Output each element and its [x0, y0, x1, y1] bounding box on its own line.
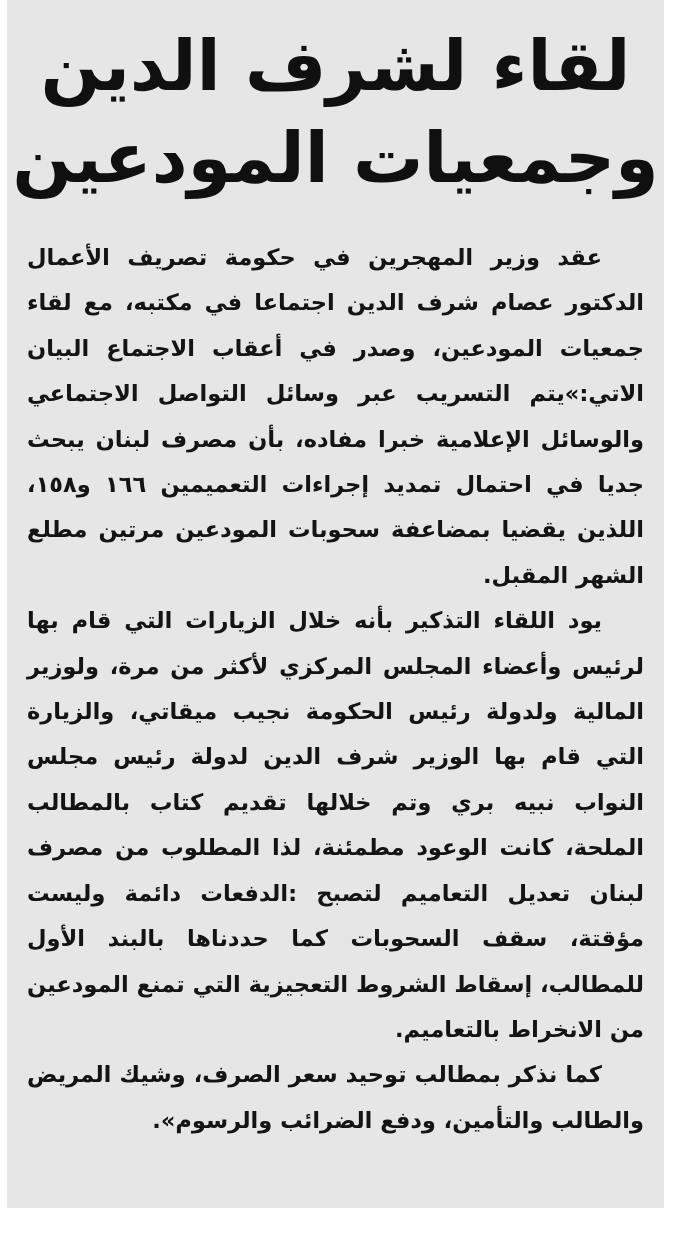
headline-line-1: لقاء لشرف الدين: [40, 25, 631, 107]
article-body: [27, 236, 644, 1144]
paragraph-3: كما نذكر بمطالب توحيد سعر الصرف، وشيك المريض والطالب والتأمين، ودفع الضرائب والرسوم».: [27, 1062, 644, 1134]
newspaper-clipping: [7, 0, 664, 1208]
paragraph-1: عقد وزير المهجرين في حكومة تصريف الأعمال الدكتور عصام شرف الدين اجتماعا في مكتبه، مع لقاء جمعيات المودعين، وصدر في أعقاب الاجتماع البيان الاتي:»يتم التسريب عبر وسائل التواصل الاجتماعي والوسائل الإعلامية خبرا مفاده، بأن مصرف لبنان يبحث جديا في احتمال تمديد إجراءات التعميمين ١٦٦ و١٥٨، اللذين يقضيا بمضاعفة سحوبات المودعين مرتين مطلع الشهر المقبل.: [27, 245, 644, 589]
headline-line-2: وجمعيات المودعين: [12, 117, 659, 199]
headline: [7, 20, 664, 204]
paragraph-2: يود اللقاء التذكير بأنه خلال الزيارات التي قام بها لرئيس وأعضاء المجلس المركزي لأكثر من مرة، ولوزير المالية ولدولة رئيس الحكومة نجيب ميقاتي، والزيارة التي قام بها الوزير شرف الدين لدولة رئيس مجلس النواب نبيه بري وتم خلالها تقديم كتاب بالمطالب الملحة، كانت الوعود مطمئنة، لذا المطلوب من مصرف لبنان تعديل التعاميم لتصبح :الدفعات دائمة وليست مؤقتة، سقف السحوبات كما حددناها بالبند الأول للمطالب، إسقاط الشروط التعجيزية التي تمنع المودعين من الانخراط بالتعاميم.: [27, 608, 644, 1043]
